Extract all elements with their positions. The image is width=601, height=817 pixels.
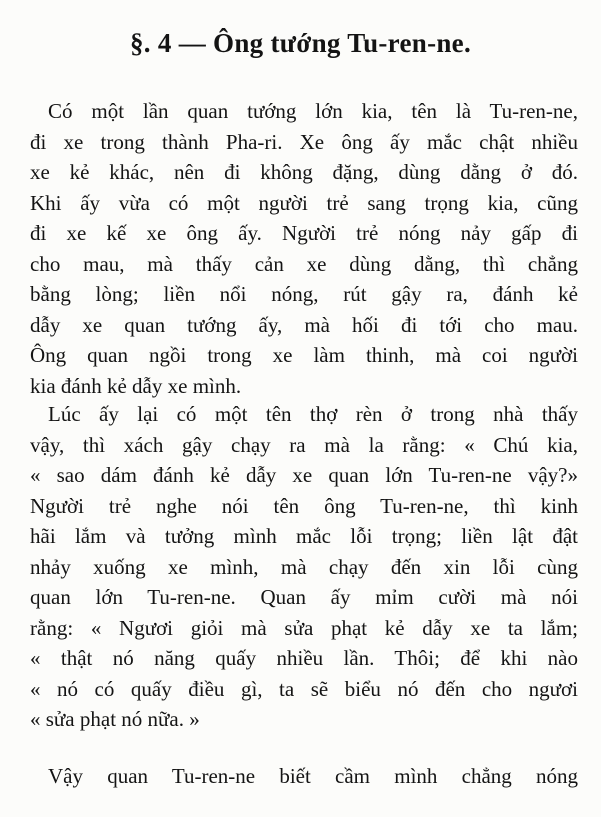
text-line: « thật nó năng quấy nhiều lần. Thôi; để khi nào [30, 646, 578, 670]
paragraph-3 [30, 761, 578, 792]
text-line: hãi lắm và tưởng mình mắc lỗi trọng; liền lật đật [30, 524, 578, 548]
text-line: Người trẻ nghe nói tên ông Tu-ren-ne, thì kinh [30, 493, 578, 518]
text-line: cho mau, mà thấy cản xe dùng dằng, thì chẳng [30, 251, 578, 276]
text-line: « nó có quấy điều gì, ta sẽ biểu nó đến cho ngươi [30, 676, 578, 701]
text-line: xe kẻ khác, nên đi không đặng, dùng dằng ở đó. [30, 160, 578, 184]
text-line: Có một lần quan tướng lớn kia, tên là Tu-ren-ne, [48, 99, 578, 123]
section-title: §. 4 — Ông tướng Tu-ren-ne. [129, 28, 472, 58]
text-line: dẫy xe quan tướng ấy, mà hối đi tới cho mau. [30, 312, 578, 337]
text-line: kia đánh kẻ dẫy xe mình. [30, 373, 242, 398]
paragraph-2 [30, 399, 578, 735]
text-line: Vậy quan Tu-ren-ne biết cầm mình chẳng nóng [48, 764, 578, 788]
text-line: Khi ấy vừa có một người trẻ sang trọng kia, cũng [30, 190, 578, 215]
text-line: « sửa phạt nó nữa. » [30, 707, 200, 731]
text-line: vậy, thì xách gậy chạy ra mà la rằng: « Chú kia, [30, 432, 578, 457]
text-line: đi xe kế xe ông ấy. Người trẻ nóng nảy gấp đi [30, 221, 578, 245]
text-line: đi xe trong thành Pha-ri. Xe ông ấy mắc chật nhiều [30, 129, 578, 154]
text-line: « sao dám đánh kẻ dẫy xe quan lớn Tu-ren-ne vậy?» [30, 463, 578, 487]
text-line: nhảy xuống xe mình, mà chạy đến xin lỗi cùng [30, 554, 578, 579]
text-line: bằng lòng; liền nổi nóng, rút gậy ra, đánh kẻ [30, 282, 578, 306]
text-line: Lúc ấy lại có một tên thợ rèn ở trong nhà thấy [48, 402, 578, 426]
paragraph-1 [30, 96, 578, 401]
text-line: Ông quan ngồi trong xe làm thinh, mà coi người [30, 343, 578, 367]
text-line: rằng: « Ngươi giỏi mà sửa phạt kẻ dẫy xe ta lắm; [30, 615, 578, 640]
text-line: quan lớn Tu-ren-ne. Quan ấy mỉm cười mà nói [30, 585, 578, 609]
